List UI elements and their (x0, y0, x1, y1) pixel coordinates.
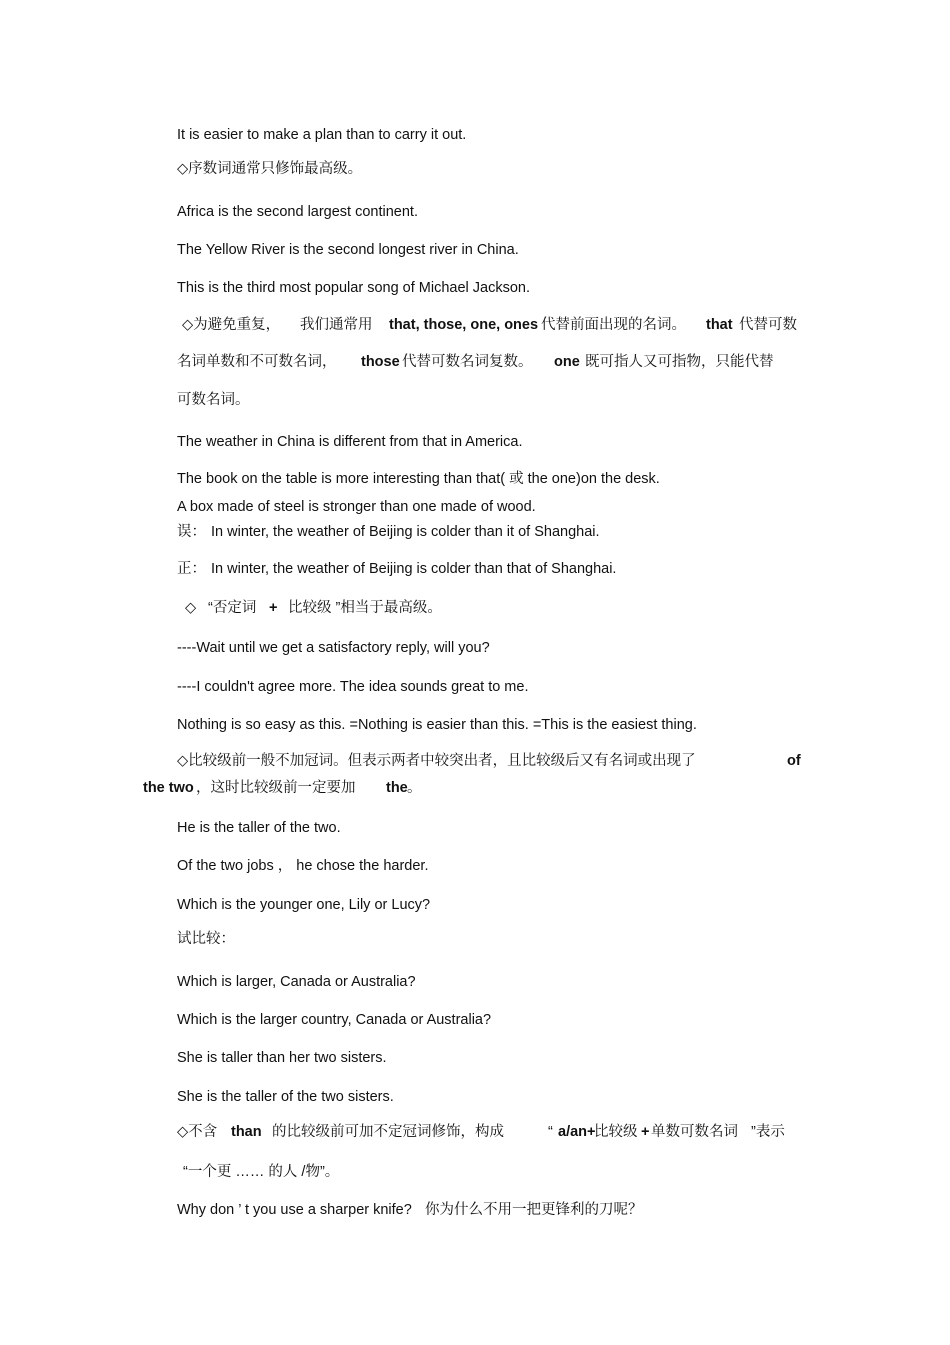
rule-keyword: that (706, 317, 733, 333)
rule-keyword: one (554, 354, 580, 370)
rule-indefinite-article-part: ◇不含 (177, 1124, 218, 1140)
example-sentence: This is the third most popular song of Michael Jackson. (177, 280, 530, 296)
rule-comparative-article-part: ，这时比较级前一定要加 (196, 780, 356, 796)
wrong-label: 误： (177, 524, 206, 540)
rule-avoid-repetition-part: 代替可数 (739, 317, 797, 333)
example-sentence: Of the two jobs ， he chose the harder. (177, 858, 429, 874)
example-sentence: He is the taller of the two. (177, 820, 341, 836)
rule-indefinite-article-part: 比较级 (594, 1124, 638, 1140)
dialogue-line: ----Wait until we get a satisfactory reply, will you? (177, 640, 490, 656)
example-sentence: Which is the younger one, Lily or Lucy? (177, 897, 431, 913)
rule-plus-sign: + (641, 1124, 650, 1140)
rule-indefinite-article-part: “ (548, 1124, 553, 1140)
compare-heading: 试比较： (177, 931, 235, 947)
rule-avoid-repetition-part: 既可指人又可指物，只能代替 (585, 354, 774, 370)
rule-negative-comparative-part: “否定词 (208, 600, 257, 616)
correct-example: In winter, the weather of Beijing is colder than that of Shanghai. (211, 561, 617, 577)
example-sentence: Africa is the second largest continent. (177, 204, 418, 220)
rule-avoid-repetition-part: 代替前面出现的名词。 (541, 317, 686, 333)
rule-plus-sign: + (269, 600, 278, 616)
example-sentence: The book on the table is more interesting than that( 或 the one)on the desk. (177, 471, 660, 487)
rule-diamond-marker: ◇ (185, 600, 197, 616)
example-sentence: She is taller than her two sisters. (177, 1050, 387, 1066)
example-sentence: Nothing is so easy as this. =Nothing is easier than this. =This is the easiest thing. (177, 717, 697, 733)
rule-ordinal-superlative: ◇序数词通常只修饰最高级。 (177, 161, 363, 177)
rule-comparative-article-part: 。 (407, 780, 422, 796)
correct-label: 正： (177, 561, 206, 577)
rule-keyword: the (386, 780, 408, 796)
example-sentence: A box made of steel is stronger than one made of wood. (177, 499, 536, 515)
rule-avoid-repetition-part: 代替可数名词复数。 (402, 354, 533, 370)
rule-keyword: of (787, 753, 801, 769)
rule-avoid-repetition-part: 名词单数和不可数名词， (177, 354, 337, 370)
example-sentence: She is the taller of the two sisters. (177, 1089, 394, 1105)
dialogue-line: ----I couldn't agree more. The idea sounds great to me. (177, 679, 529, 695)
rule-indefinite-article-part: 的比较级前可加不定冠词修饰，构成 (272, 1124, 504, 1140)
rule-avoid-repetition-part: ◇为避免重复， (182, 317, 281, 333)
example-sentence: The Yellow River is the second longest river in China. (177, 242, 519, 258)
example-sentence: Which is the larger country, Canada or Australia? (177, 1012, 492, 1028)
wrong-example: In winter, the weather of Beijing is colder than it of Shanghai. (211, 524, 600, 540)
rule-indefinite-article-part: ”表示 (751, 1124, 785, 1140)
rule-avoid-repetition-part: 我们通常用 (300, 317, 373, 333)
example-sentence: Which is larger, Canada or Australia? (177, 974, 416, 990)
rule-keyword: the two (143, 780, 194, 796)
rule-comparative-article-part: ◇比较级前一般不加冠词。但表示两者中较突出者，且比较级后又有名词或出现了 (177, 753, 696, 769)
rule-avoid-repetition-part: 可数名词。 (177, 392, 250, 408)
example-translation: 你为什么不用一把更锋利的刀呢？ (425, 1202, 643, 1218)
rule-negative-comparative-part: 比较级 ”相当于最高级。 (288, 600, 442, 616)
rule-keyword: than (231, 1124, 262, 1140)
rule-indefinite-article-part: “一个更 …… 的人 /物”。 (183, 1164, 340, 1180)
rule-indefinite-article-part: 单数可数名词 (651, 1124, 738, 1140)
rule-keyword: that, those, one, ones (389, 317, 539, 333)
example-sentence: It is easier to make a plan than to carry it out. (177, 127, 467, 143)
example-sentence: Why don ’ t you use a sharper knife? (177, 1202, 412, 1218)
rule-keyword: those (361, 354, 400, 370)
rule-keyword: a/an+ (558, 1124, 596, 1140)
example-sentence: The weather in China is different from that in America. (177, 434, 523, 450)
